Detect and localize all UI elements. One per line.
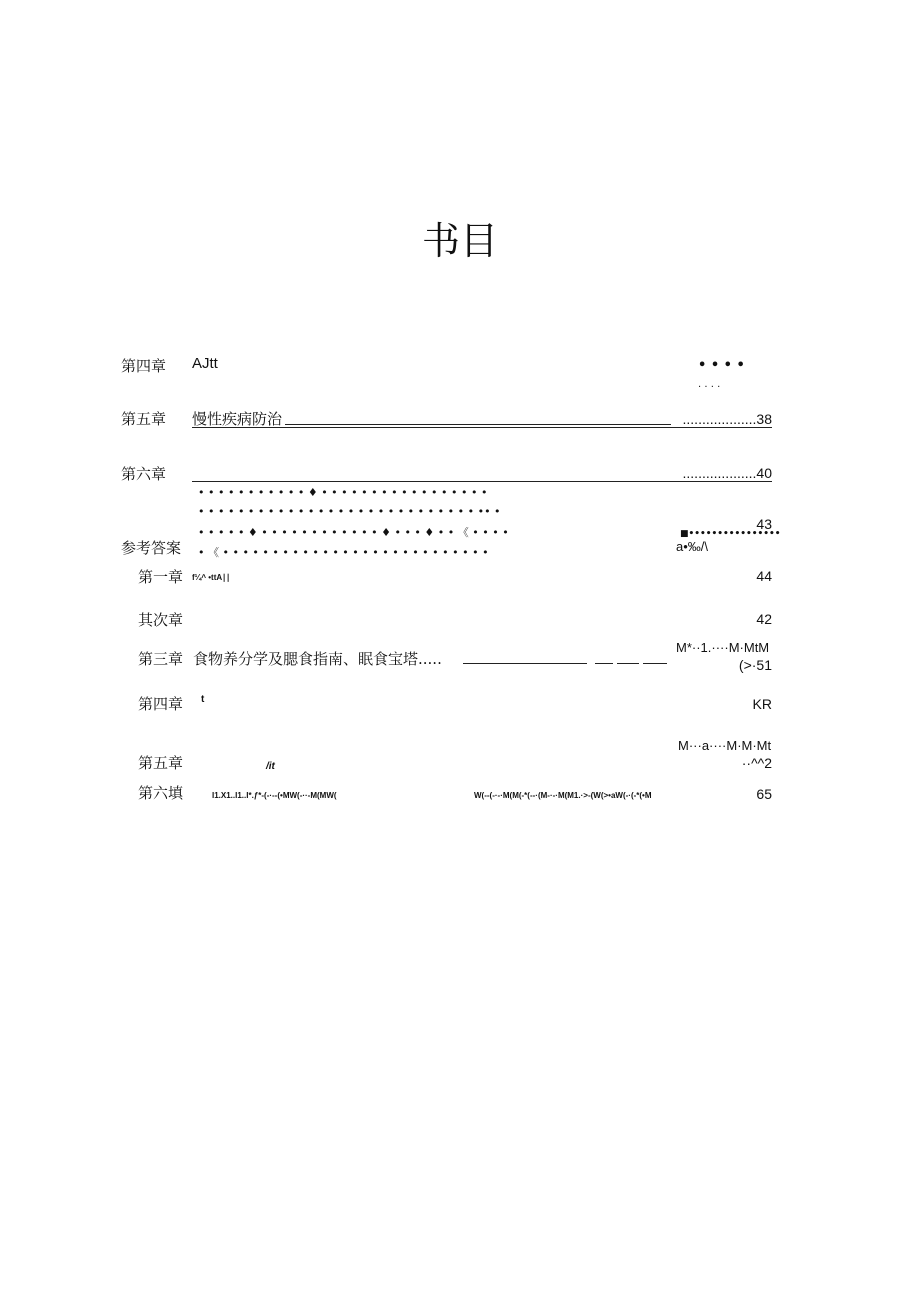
toc-underline bbox=[285, 424, 671, 425]
toc-chapter-label: 第三章 bbox=[138, 650, 184, 668]
toc-entry-text: f¼^ •ttA∣∣ bbox=[192, 573, 231, 582]
toc-page-number: 42 bbox=[756, 611, 772, 627]
toc-underline bbox=[595, 663, 613, 664]
toc-entry-text: W(--(-·-·M(M(-*(--·(M-·-·M(M1.·>-(W(>•aW(-·(-*(•M bbox=[474, 791, 652, 800]
toc-page-number: ...................40 bbox=[682, 465, 772, 481]
toc-dot-leader: • • • • • ♦ • • • • • • • • • • • • ♦ • • • ♦ • • 《 • • • • bbox=[198, 526, 509, 539]
toc-page-number: M*··1.····M·MtM bbox=[676, 640, 770, 655]
toc-page-number: M···a····M·M·Mt bbox=[678, 738, 772, 753]
toc-underline bbox=[192, 481, 772, 482]
toc-page-number: (>·51 bbox=[738, 657, 772, 673]
toc-chapter-label: 第四章 bbox=[121, 357, 167, 375]
toc-entry-text: /it bbox=[266, 761, 275, 772]
toc-chapter-label: 第一章 bbox=[138, 568, 184, 586]
toc-entry-text: 慢性疾病防治 bbox=[192, 410, 283, 428]
toc-page-number: 65 bbox=[756, 786, 772, 802]
toc-chapter-label: 其次章 bbox=[138, 611, 184, 629]
toc-chapter-label: 参考答案 bbox=[121, 539, 182, 557]
toc-underline bbox=[617, 663, 639, 664]
toc-entry-text: AJtt bbox=[192, 355, 218, 372]
toc-entry-text: I1.X1..I1..I*.ƒ*-(-·--(•MW(-··-M(MW( bbox=[212, 791, 337, 800]
toc-dot-leader: • 《 • • • • • • • • • • • • • • • • • • • • • • • • • • • bbox=[198, 546, 489, 559]
toc-entry-text: t bbox=[201, 694, 205, 705]
toc-page-number: KR bbox=[752, 696, 772, 712]
toc-page-number: 43 bbox=[756, 516, 772, 532]
toc-chapter-label: 第四章 bbox=[138, 695, 184, 713]
toc-dot-leader: · · · · bbox=[698, 382, 721, 393]
toc-underline bbox=[192, 427, 772, 428]
toc-page-number: a•‰/\ bbox=[676, 539, 709, 554]
toc-page-number: ...................38 bbox=[682, 411, 772, 427]
page-title: 书目 bbox=[421, 219, 498, 263]
toc-chapter-label: 第六填 bbox=[138, 784, 184, 802]
toc-page-number: 44 bbox=[756, 568, 772, 584]
toc-dot-leader: • • • • • • • • • • • ♦ • • • • • • • • • • • • • • • • • bbox=[198, 486, 488, 499]
toc-underline bbox=[463, 663, 587, 664]
toc-dot-leader: ■•••••••••••••••• bbox=[680, 529, 781, 539]
toc-chapter-label: 第五章 bbox=[121, 410, 167, 428]
toc-chapter-label: 第六章 bbox=[121, 465, 167, 483]
toc-entry-text: 食物养分学及腮食指南、眠食宝塔..... bbox=[193, 650, 442, 668]
toc-underline bbox=[643, 663, 667, 664]
toc-chapter-label: 第五章 bbox=[138, 754, 184, 772]
toc-page-number: ··^^2 bbox=[741, 755, 772, 771]
toc-dot-leader: • • • • • • • • • • • • • • • • • • • • • • • • • • • • •• • bbox=[198, 505, 501, 518]
toc-dot-leader: • • • • bbox=[698, 358, 745, 373]
